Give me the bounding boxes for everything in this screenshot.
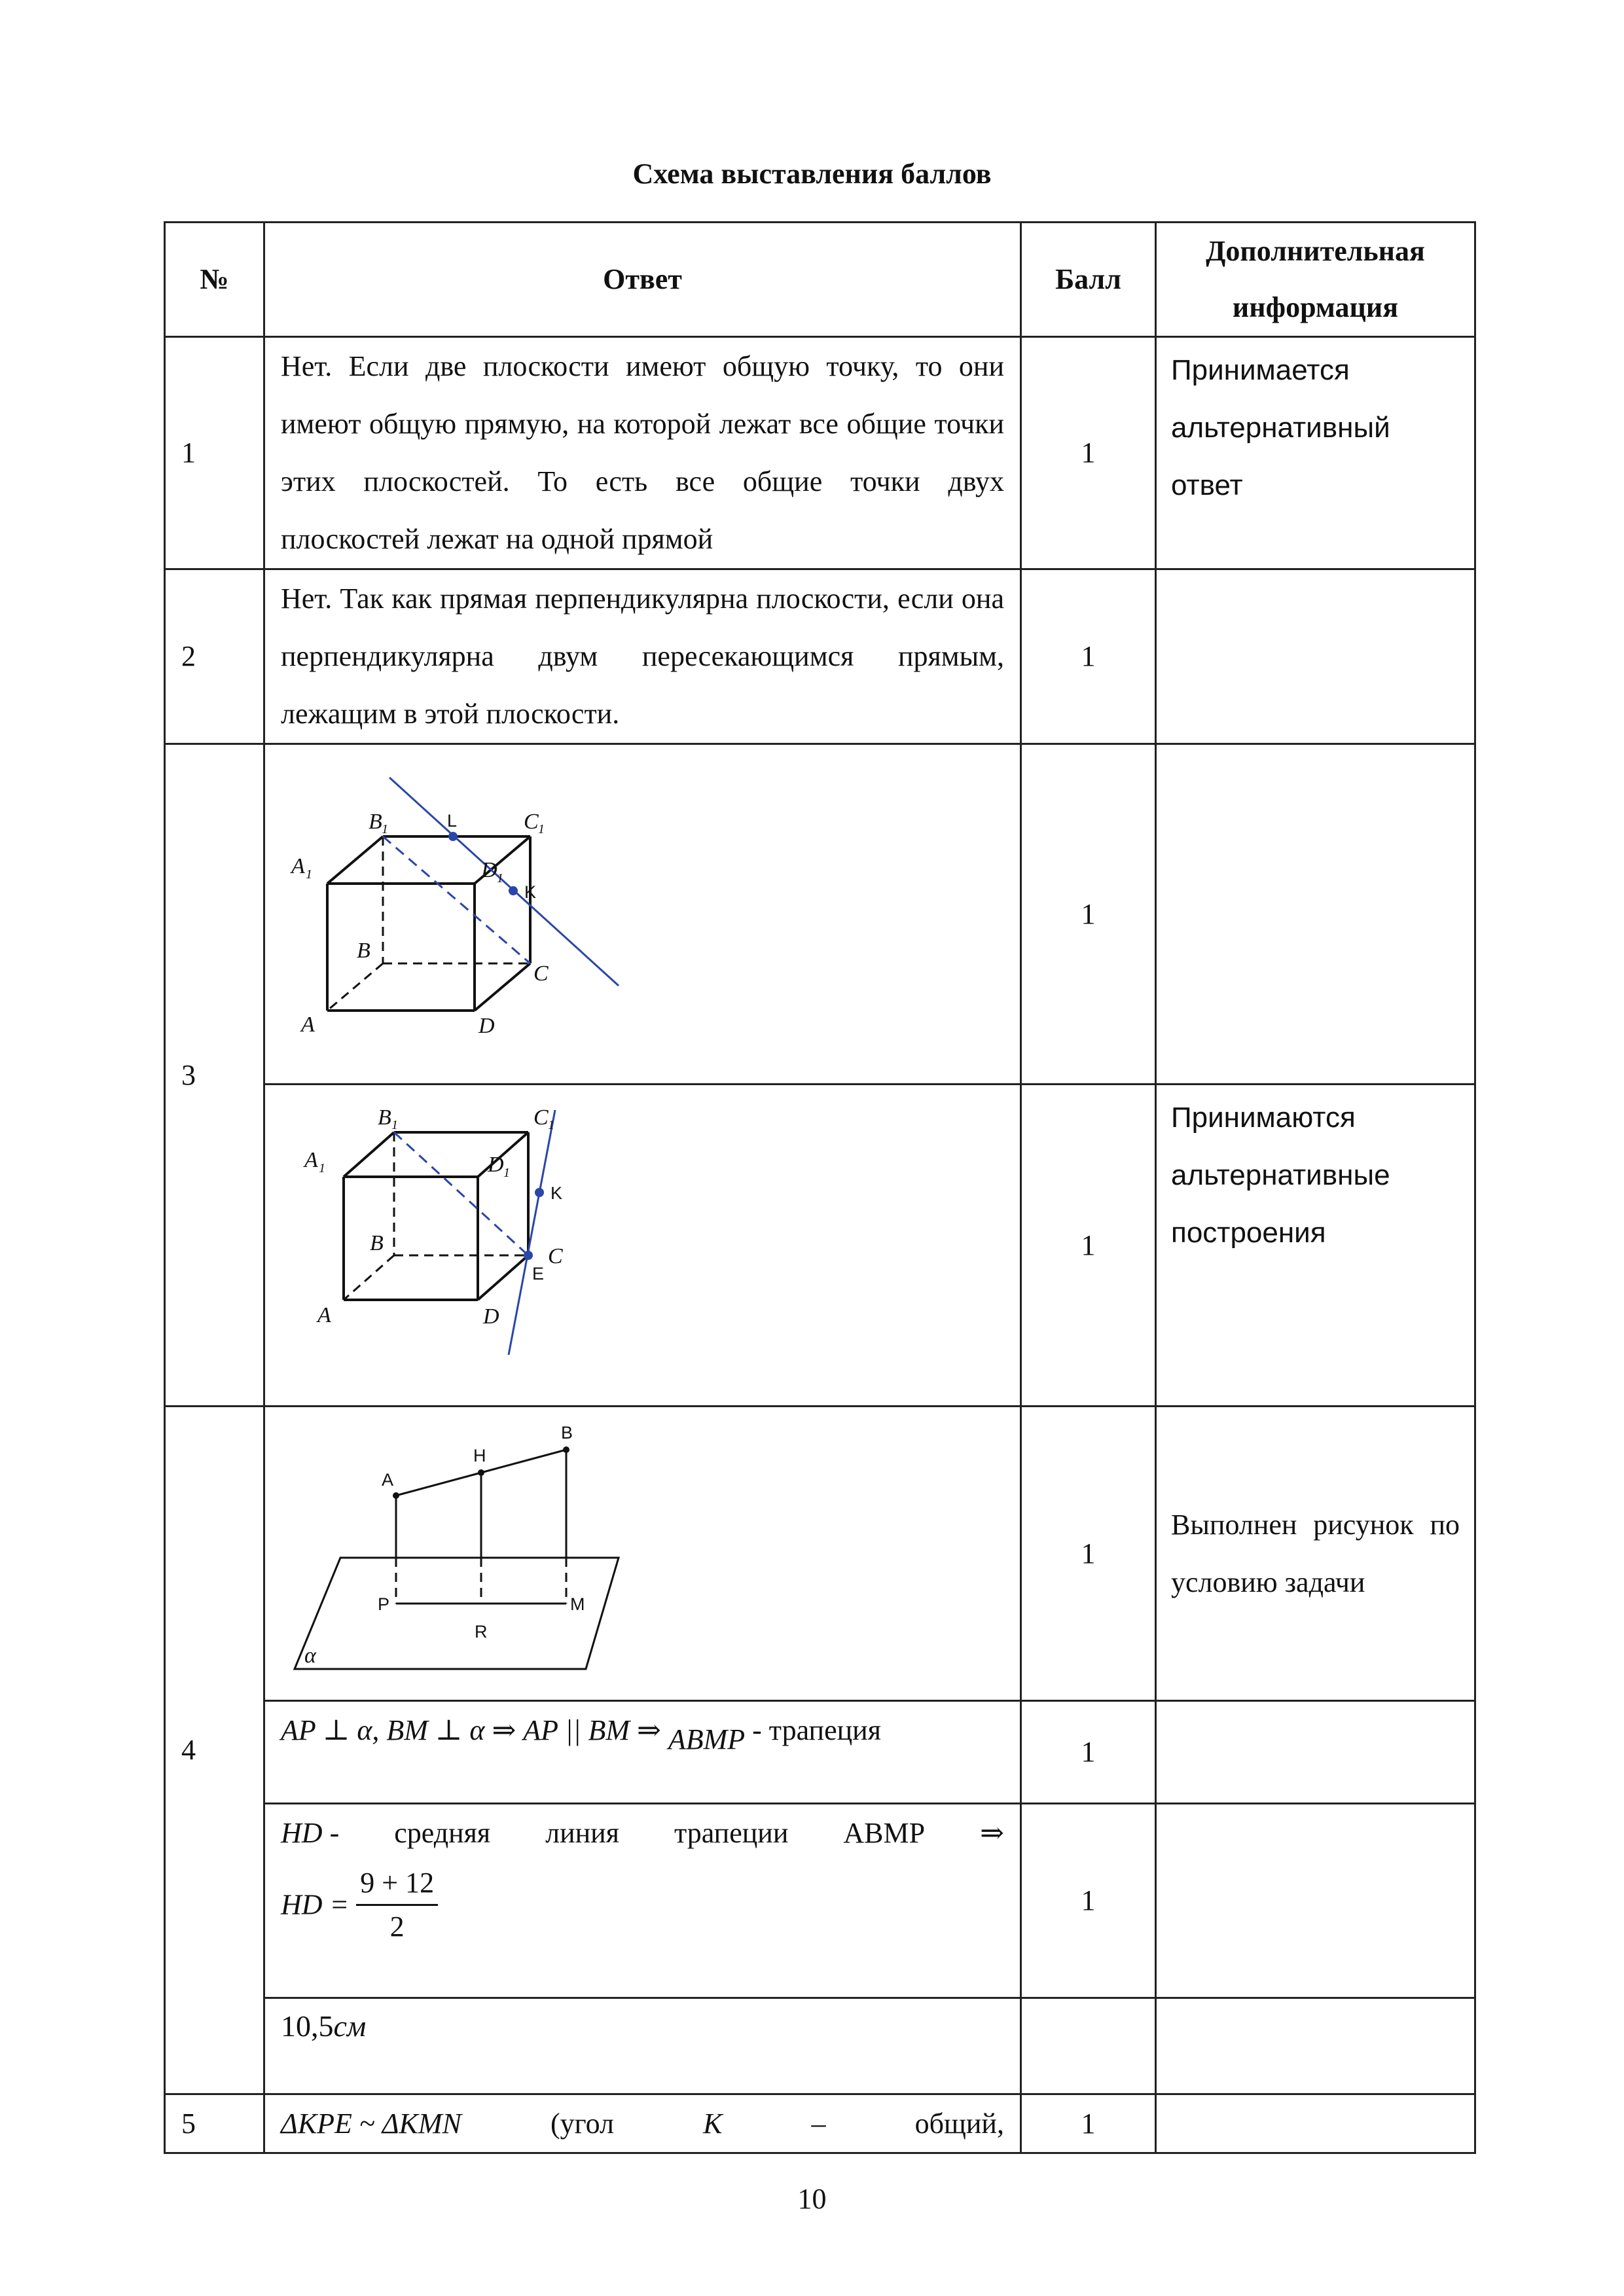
- row4c-numerator: 9 + 12: [356, 1862, 438, 1906]
- label-b: B: [561, 1423, 573, 1443]
- row4c-lhs: HD =: [281, 1888, 350, 1921]
- row1-answer: Нет. Если две плоскости имеют общую точку, то они имеют общую прямую, на которой лежат все общие точки этих плоскостей. То есть все общие точки двух плоскостей лежат на одной прямой: [264, 337, 1021, 569]
- table-row-5: [165, 2094, 1475, 2153]
- row5-line: [281, 2104, 1004, 2144]
- header-num: №: [165, 223, 264, 337]
- point-l: [448, 832, 458, 841]
- label-p: P: [378, 1594, 390, 1614]
- table-row-4b: [165, 1701, 1475, 1804]
- label-k: K: [550, 1183, 563, 1203]
- row3a-info: [1156, 744, 1475, 1085]
- row4b-math: AP ⊥ α, BM ⊥ α ⇒ AP || BM ⇒: [281, 1714, 661, 1746]
- label-b1: B: [369, 810, 382, 834]
- row1-score: 1: [1021, 337, 1156, 569]
- row4c-formula: [281, 1862, 1004, 1948]
- label-b: B: [357, 939, 370, 963]
- row3a-score: 1: [1021, 744, 1156, 1085]
- label-b: B: [370, 1231, 384, 1255]
- row4d-answer: [264, 1998, 1021, 2094]
- row4c-w1: средняя: [394, 1817, 491, 1849]
- label-d1-sub: 1: [503, 1166, 510, 1180]
- label-a: A: [301, 1013, 315, 1037]
- label-h: H: [473, 1446, 486, 1465]
- row4b-text: - трапеция: [745, 1714, 881, 1746]
- row4-figure: [264, 1407, 1021, 1701]
- label-e: E: [532, 1264, 545, 1283]
- row3-num: 3: [165, 744, 264, 1407]
- row4d-unit: см: [333, 2009, 367, 2043]
- row4a-info: Выполнен рисунок по условию задачи: [1156, 1407, 1475, 1701]
- label-c: C: [533, 961, 549, 986]
- label-b1: B: [378, 1105, 391, 1130]
- point-e: [524, 1251, 533, 1260]
- row3-figure-a: [264, 744, 1021, 1085]
- header-score: Балл: [1021, 223, 1156, 337]
- row5-num: 5: [165, 2094, 264, 2153]
- row4a-score: 1: [1021, 1407, 1156, 1701]
- row2-answer: Нет. Так как прямая перпендикулярна плоскости, если она перпендикулярна двум пересекающимся прямым, лежащим в этой плоскости.: [264, 569, 1021, 744]
- label-k: K: [524, 882, 537, 902]
- row4b-math2: ABMP: [668, 1723, 746, 1755]
- label-b1-sub: 1: [391, 1118, 398, 1132]
- table-row-3a: [165, 744, 1475, 1085]
- row4c-arrow: ⇒: [980, 1817, 1004, 1849]
- row5-w1: (угол: [550, 2107, 615, 2140]
- row4b-score: 1: [1021, 1701, 1156, 1804]
- label-d: D: [478, 1014, 495, 1038]
- row5-w2: К: [703, 2107, 723, 2140]
- label-a: A: [317, 1303, 331, 1327]
- row4b-answer: [264, 1701, 1021, 1804]
- label-c1: C: [533, 1105, 549, 1130]
- page-title: Схема выставления баллов: [632, 158, 992, 190]
- row4c-fraction: [356, 1862, 438, 1948]
- label-a: A: [382, 1470, 394, 1490]
- label-a1: A: [304, 1148, 318, 1172]
- point-k: [535, 1188, 544, 1197]
- page-number: 10: [797, 2183, 827, 2215]
- row4d-info: [1156, 1998, 1475, 2094]
- table-row-2: [165, 569, 1475, 744]
- table-row-1: [165, 337, 1475, 569]
- row4-num: 4: [165, 1407, 264, 2094]
- point-b: [563, 1446, 569, 1453]
- header-info: Дополнительная информация: [1156, 223, 1475, 337]
- label-r: R: [475, 1622, 488, 1641]
- point-a: [393, 1492, 399, 1499]
- table-row-4d: [165, 1998, 1475, 2094]
- label-c1-sub: 1: [538, 822, 545, 836]
- scoring-table: [164, 221, 1476, 2154]
- cube-figure-a: [265, 745, 1018, 1082]
- row4c-denominator: 2: [389, 1910, 405, 1943]
- row4c-w4: ABMP: [843, 1817, 926, 1849]
- row5-w4: общий,: [914, 2107, 1004, 2140]
- label-b1-sub: 1: [382, 822, 388, 836]
- header-answer: Ответ: [264, 223, 1021, 337]
- point-h: [478, 1469, 484, 1476]
- label-a1: A: [291, 854, 305, 878]
- label-c: C: [548, 1244, 563, 1268]
- label-d1: D: [481, 858, 497, 882]
- row2-info: [1156, 569, 1475, 744]
- table-header-row: [165, 223, 1475, 337]
- row5-answer: [264, 2094, 1021, 2153]
- row5-math: ΔKPE ~ ΔKMN: [281, 2107, 461, 2140]
- cube-figure-b: [265, 1085, 1018, 1405]
- label-d: D: [483, 1304, 499, 1329]
- row4c-dash: -: [322, 1817, 340, 1849]
- row3b-score: 1: [1021, 1085, 1156, 1407]
- row4c-w3: трапеции: [674, 1817, 789, 1849]
- point-k: [509, 886, 518, 895]
- row5-score: 1: [1021, 2094, 1156, 2153]
- row5-info: [1156, 2094, 1475, 2153]
- row4c-info: [1156, 1804, 1475, 1998]
- label-l: L: [447, 811, 458, 831]
- label-a1-sub: 1: [306, 867, 312, 882]
- label-c1-sub: 1: [548, 1118, 554, 1132]
- table-row-4a: [165, 1407, 1475, 1701]
- label-d1-sub: 1: [497, 871, 503, 886]
- row4c-score: 1: [1021, 1804, 1156, 1998]
- table-row-4c: [165, 1804, 1475, 1998]
- row4d-score: [1021, 1998, 1156, 2094]
- row4b-info: [1156, 1701, 1475, 1804]
- trapezoid-figure: [265, 1407, 1018, 1699]
- row3b-info: Принимаются альтернативные построения: [1156, 1085, 1475, 1407]
- row4c-w2: линия: [545, 1817, 619, 1849]
- row2-num: 2: [165, 569, 264, 744]
- label-alpha: α: [304, 1643, 316, 1668]
- label-a1-sub: 1: [319, 1161, 325, 1175]
- row3-figure-b: [264, 1085, 1021, 1407]
- row4c-hd: HD: [281, 1817, 323, 1849]
- row4c-answer: [264, 1804, 1021, 1998]
- row1-info: Принимается альтернативный ответ: [1156, 337, 1475, 569]
- label-d1: D: [488, 1153, 504, 1177]
- label-c1: C: [524, 810, 539, 834]
- row5-w3: –: [811, 2107, 826, 2140]
- row2-score: 1: [1021, 569, 1156, 744]
- row4c-line1: [281, 1814, 1004, 1853]
- table-row-3b: [165, 1085, 1475, 1407]
- label-m: M: [570, 1594, 585, 1614]
- row1-num: 1: [165, 337, 264, 569]
- row4d-value: 10,5: [281, 2009, 334, 2043]
